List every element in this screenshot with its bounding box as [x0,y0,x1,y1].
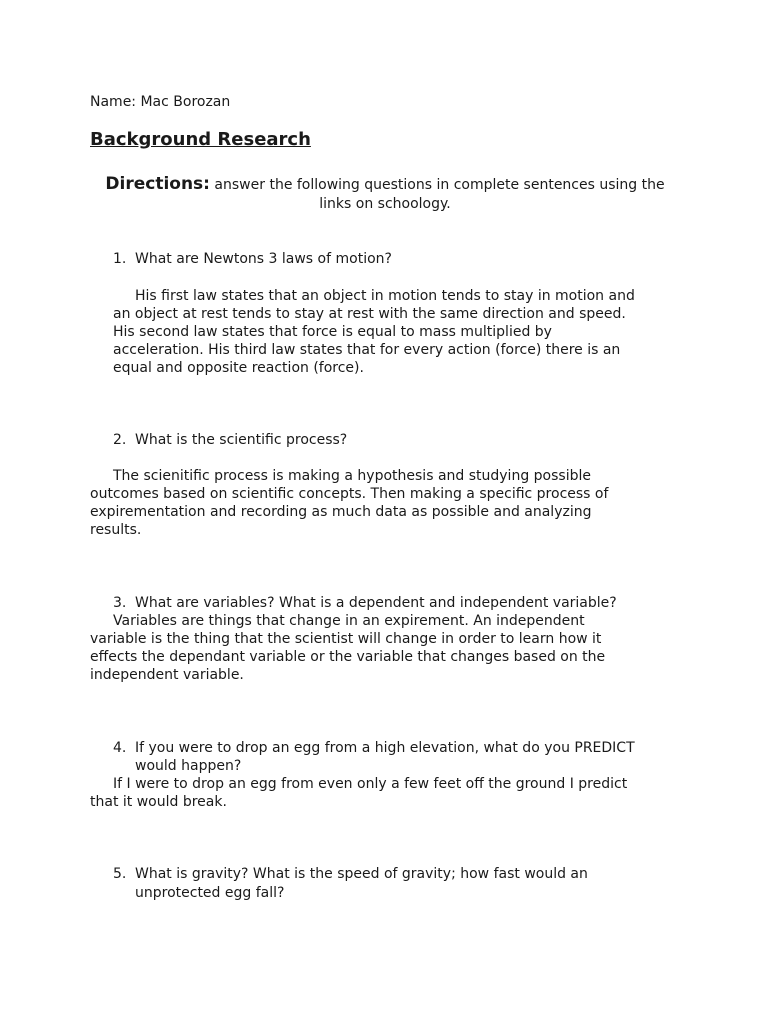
question-4 [113,739,635,757]
answer-3-line-3: effects the dependant variable or the variable that changes based on the [90,649,606,665]
answer-2-line-2: outcomes based on scientific concepts. Then making a specific process of [90,486,609,502]
question-text: If you were to drop an egg from a high elevation, what do you PREDICT [135,740,635,756]
question-2 [113,431,347,449]
answer-3-line-1: Variables are things that change in an expirement. An independent [113,613,585,629]
answer-2-line-3: expirementation and recording as much data as possible and analyzing [90,504,592,520]
question-3 [113,594,617,612]
question-number: 3. [113,595,127,611]
page-title: Background Research [90,129,311,150]
directions-paragraph [90,175,680,214]
question-text: What is the scientific process? [135,432,348,448]
directions-label: Directions: [105,174,210,194]
question-1 [113,250,392,268]
question-5-continuation: unprotected egg fall? [135,885,285,901]
question-text: What are variables? What is a dependent and independent variable? [135,595,617,611]
answer-4-line-2: that it would break. [90,794,227,810]
answer-4-line-1: If I were to drop an egg from even only a few feet off the ground I predict [113,776,628,792]
question-number: 2. [113,432,127,448]
question-number: 4. [113,740,127,756]
question-number: 5. [113,866,127,882]
answer-1-line-3: His second law states that force is equal to mass multiplied by [113,324,552,340]
question-4-continuation: would happen? [135,758,242,774]
answer-3-line-2: variable is the thing that the scientist will change in order to learn how it [90,631,602,647]
answer-2-line-4: results. [90,522,142,538]
question-text: What is gravity? What is the speed of gravity; how fast would an [135,866,588,882]
directions-text: answer the following questions in complete sentences using the links on schoology. [209,177,665,212]
answer-2-line-1: The scienitific process is making a hypothesis and studying possible [113,468,591,484]
question-number: 1. [113,251,127,267]
question-5 [113,865,588,883]
question-text: What are Newtons 3 laws of motion? [135,251,392,267]
answer-3-line-4: independent variable. [90,667,244,683]
answer-1-line-2: an object at rest tends to stay at rest with the same direction and speed. [113,306,626,322]
student-name: Name: Mac Borozan [90,94,231,110]
answer-1-line-5: equal and opposite reaction (force). [113,360,364,376]
answer-1-line-1: His first law states that an object in motion tends to stay in motion and [135,288,635,304]
answer-1-line-4: acceleration. His third law states that for every action (force) there is an [113,342,621,358]
